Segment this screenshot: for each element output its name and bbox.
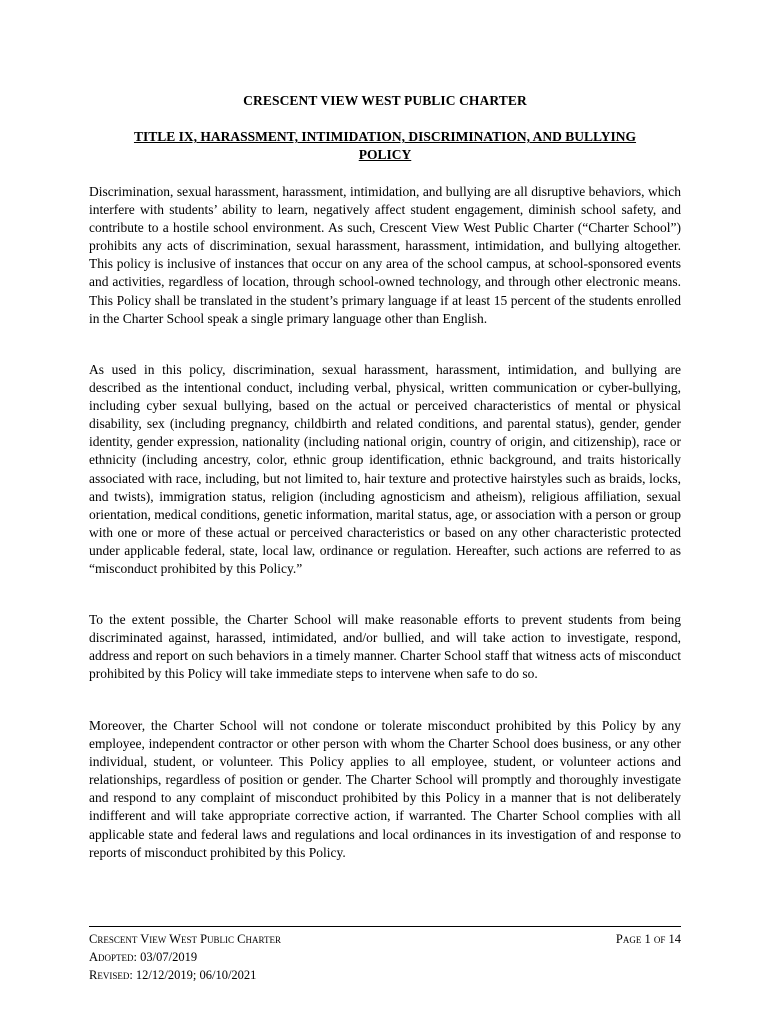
footer-school-name: Crescent View West Public Charter — [89, 932, 281, 946]
paragraph-intro: Discrimination, sexual harassment, harassment, intimidation, and bullying are all disruptive behaviors, which interfere with students’ ability to learn, negatively affect student engagement, diminish school safety, and contribute to a hostile school environment. As such, Crescent View West Public Charter (“Charter School”) prohibits any acts of discrimination, sexual harassment, harassment, intimidation, and bullying altogether. This policy is inclusive of instances that occur on any area of the school campus, at school-sponsored events and activities, regardless of location, through school-owned technology, and through other electronic means. This Policy shall be translated in the student’s primary language if at least 15 percent of the students enrolled in the Charter School speak a single primary language other than English. — [89, 184, 681, 326]
footer-adopted-date: Adopted: 03/07/2019 — [89, 950, 198, 964]
policy-title: TITLE IX, HARASSMENT, INTIMIDATION, DISCRIMINATION, AND BULLYING POLICY — [133, 129, 637, 162]
footer-revised-dates: Revised: 12/12/2019; 06/10/2021 — [89, 968, 257, 982]
paragraph-definitions: As used in this policy, discrimination, sexual harassment, harassment, intimidation, and bullying are described as the intentional conduct, including verbal, physical, written communication or cyber-bullying, including cyber sexual bullying, based on the actual or perceived characteristics of mental or physical disability, sex (including pregnancy, childbirth and related conditions, and parental status), gender, gender identity, gender expression, nationality (including national origin, country of origin, and citizenship), race or ethnicity (including ancestry, color, ethnic group identification, ethnic background, and traits historically associated with race, including, but not limited to, hair texture and protective hairstyles such as braids, locks, and twists), immigration status, religion (including agnosticism and atheism), religious affiliation, sexual orientation, medical conditions, genetic information, marital status, age, or association with a person or group with one or more of these actual or perceived characteristics or based on any other characteristic protected under applicable federal, state, local law, ordinance or regulation. Hereafter, such actions are referred to as “misconduct prohibited by this Policy.” — [89, 362, 681, 577]
footer-page-number: Page 1 of 14 — [615, 932, 681, 946]
footer-divider — [89, 926, 681, 927]
paragraph-prevention: To the extent possible, the Charter School will make reasonable efforts to prevent students from being discriminated against, harassed, intimidated, and/or bullied, and will take action to investigate, respond, address and report on such behaviors in a timely manner. Charter School staff that witness acts of misconduct prohibited by this Policy will take immediate steps to intervene when safe to do so. — [89, 612, 681, 682]
page-footer — [89, 930, 681, 984]
document-title: CRESCENT VIEW WEST PUBLIC CHARTER — [243, 93, 527, 108]
paragraph-enforcement: Moreover, the Charter School will not condone or tolerate misconduct prohibited by this Policy by any employee, independent contractor or other person with whom the Charter School does business, or any other individual, student, or volunteer. This Policy applies to all employee, student, or volunteer actions and relationships, regardless of position or gender. The Charter School will promptly and thoroughly investigate and respond to any complaint of misconduct prohibited by this Policy in a manner that is not deliberately indifferent and will take appropriate corrective action, if warranted. The Charter School complies with all applicable state and federal laws and regulations and local ordinances in its investigation of and response to reports of misconduct prohibited by this Policy. — [89, 718, 681, 860]
